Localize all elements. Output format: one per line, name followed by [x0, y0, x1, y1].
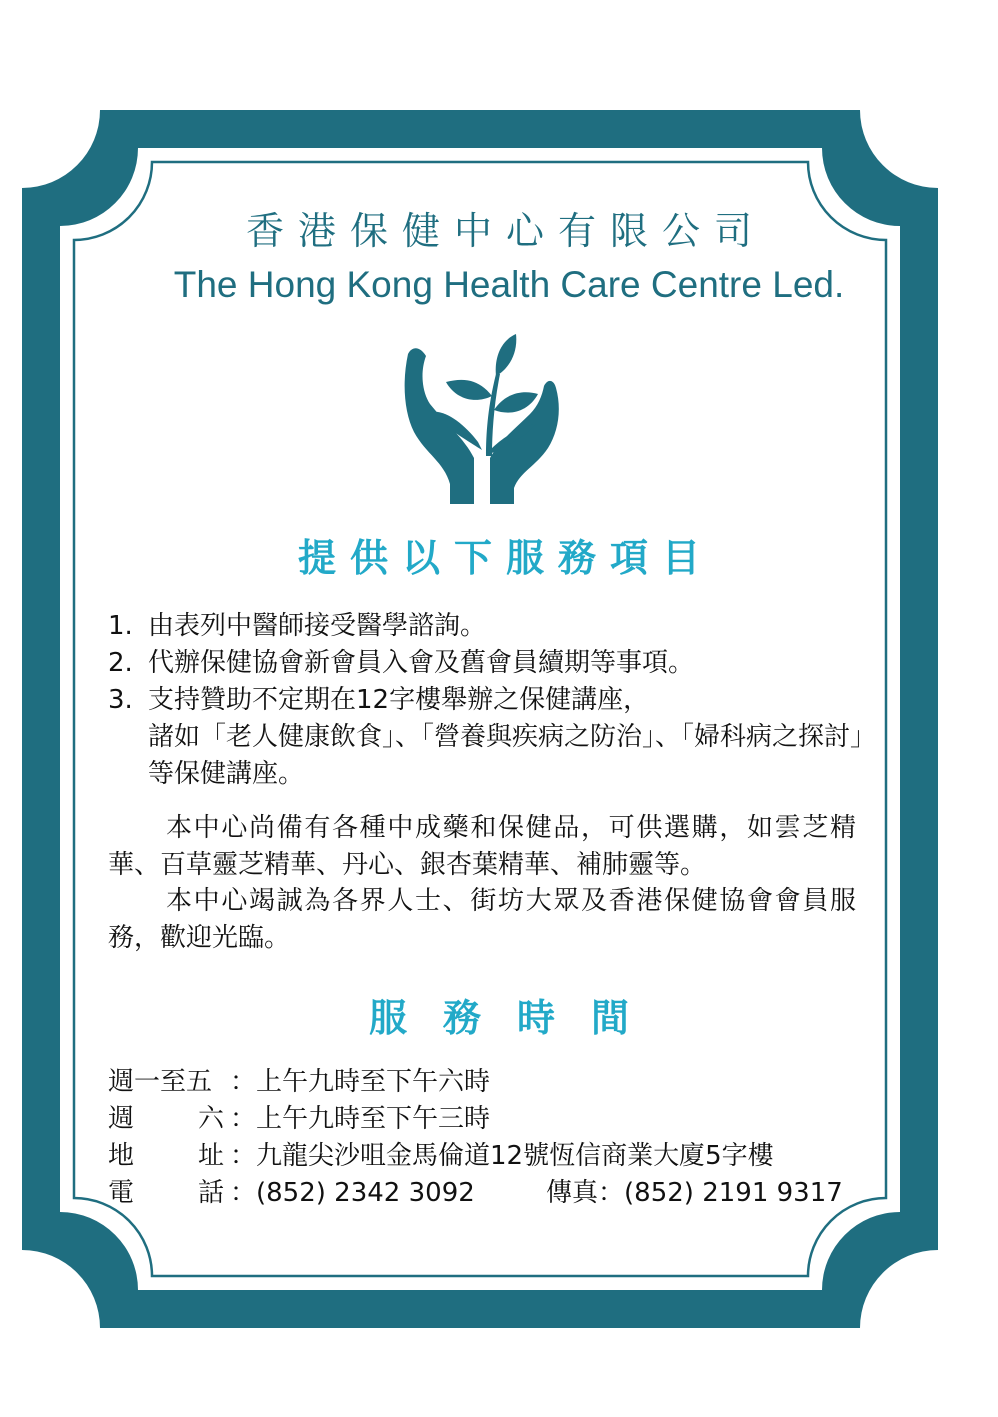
- saturday-hours-row: [108, 1101, 868, 1138]
- saturday-label-a: 週: [108, 1104, 135, 1134]
- phone-value: (852) 2342 3092: [256, 1178, 475, 1208]
- colon: ：: [230, 1104, 257, 1134]
- weekday-label: 週一至五: [108, 1067, 213, 1097]
- list-item: [108, 682, 868, 719]
- address-row: [108, 1138, 868, 1175]
- saturday-label-b: 六: [198, 1104, 225, 1134]
- fax-label: 傳真: [546, 1178, 599, 1208]
- list-item-number: 3.: [108, 685, 133, 715]
- welcome-paragraph: 本中心竭誠為各界人士、街坊大眾及香港保健協會會員服務，歡迎光臨。: [108, 886, 856, 953]
- hours-info: [108, 1064, 868, 1212]
- company-name-english: The Hong Kong Health Care Centre Led.: [173, 264, 845, 305]
- list-item-continuation: 諸如「老人健康飲食」、「營養與疾病之防治」、「婦科病之探討」等保健講座。: [148, 722, 864, 789]
- weekday-hours-row: [108, 1064, 868, 1101]
- phone-label-a: 電: [108, 1178, 135, 1208]
- services-heading: 提供以下服務項目: [297, 536, 714, 580]
- colon: ：: [230, 1067, 257, 1097]
- company-name-chinese: 香港保健中心有限公司: [245, 209, 766, 253]
- colon: ：: [230, 1178, 257, 1208]
- list-item-text: 由表列中醫師接受醫學諮詢。: [148, 611, 487, 641]
- hands-holding-plant-icon: [402, 332, 562, 508]
- products-paragraph: 本中心尚備有各種中成藥和保健品，可供選購，如雲芝精華、百草靈芝精華、丹心、銀杏葉精華、補肺靈等。: [108, 813, 856, 880]
- address-label-b: 址: [198, 1141, 225, 1171]
- phone-label-b: 話: [198, 1178, 225, 1208]
- hours-heading: 服務時間: [368, 996, 665, 1040]
- address-value: 九龍尖沙咀金馬倫道12號恆信商業大廈5字樓: [256, 1141, 774, 1171]
- list-item: [108, 608, 868, 645]
- fax-value: (852) 2191 9317: [624, 1178, 843, 1208]
- list-item-text: 代辦保健協會新會員入會及舊會員續期等事項。: [148, 648, 695, 678]
- list-item-number: 2.: [108, 648, 133, 678]
- list-item: [108, 645, 868, 682]
- list-item-number: 1.: [108, 611, 133, 641]
- weekday-value: 上午九時至下午六時: [256, 1067, 491, 1097]
- services-list: [108, 608, 868, 793]
- colon: ：: [598, 1178, 625, 1208]
- colon: ：: [230, 1141, 257, 1171]
- address-label-a: 地: [108, 1141, 135, 1171]
- list-item-text: 支持贊助不定期在12字樓舉辦之保健講座，: [148, 685, 650, 715]
- contact-row: [108, 1175, 868, 1212]
- saturday-value: 上午九時至下午三時: [256, 1104, 491, 1134]
